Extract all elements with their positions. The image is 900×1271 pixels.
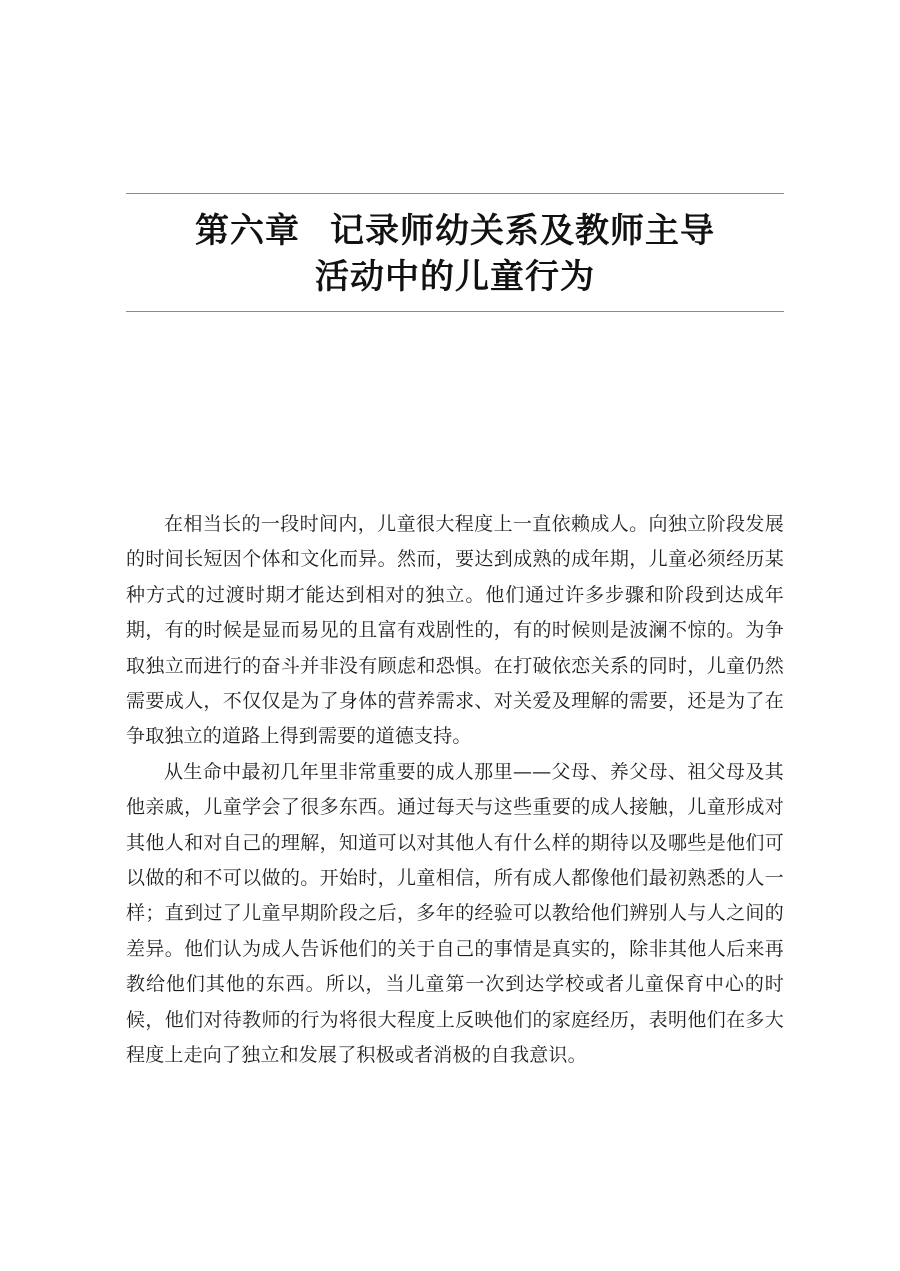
chapter-heading-line-1 [126,208,784,254]
chapter-heading [126,208,784,300]
chapter-title-line-2: 活动中的儿童行为 [315,257,595,297]
chapter-number: 第六章 [195,211,300,251]
paragraph-2: 从生命中最初几年里非常重要的成人那里——父母、养父母、祖父母及其他亲戚，儿童学会了很多东西。通过每天与这些重要的成人接触，儿童形成对其他人和对自己的理解，知道可以对其他人有什么样的期待以及哪些是他们可以做的和不可以做的。开始时，儿童相信，所有成人都像他们最初熟悉的人一样；直到过了儿童早期阶段之后，多年的经验可以教给他们辨别人与人之间的差异。他们认为成人告诉他们的关于自己的事情是真实的，除非其他人后来再教给他们其他的东西。所以，当儿童第一次到达学校或者儿童保育中心的时候，他们对待教师的行为将很大程度上反映他们的家庭经历，表明他们在多大程度上走向了独立和发展了积极或者消极的自我意识。 [126,760,784,1067]
body-text [126,507,784,1074]
chapter-title-line-1: 记录师幼关系及教师主导 [330,211,715,251]
paragraph-1: 在相当长的一段时间内，儿童很大程度上一直依赖成人。向独立阶段发展的时间长短因个体和文化而异。然而，要达到成熟的成年期，儿童必须经历某种方式的过渡时期才能达到相对的独立。他们通过许多步骤和阶段到达成年期，有的时候是显而易见的且富有戏剧性的，有的时候则是波澜不惊的。为争取独立而进行的奋斗并非没有顾虑和恐惧。在打破依恋关系的同时，儿童仍然需要成人，不仅仅是为了身体的营养需求、对关爱及理解的需要，还是为了在争取独立的道路上得到需要的道德支持。 [126,513,784,748]
title-bottom-rule [126,311,784,312]
title-top-rule [126,193,784,194]
